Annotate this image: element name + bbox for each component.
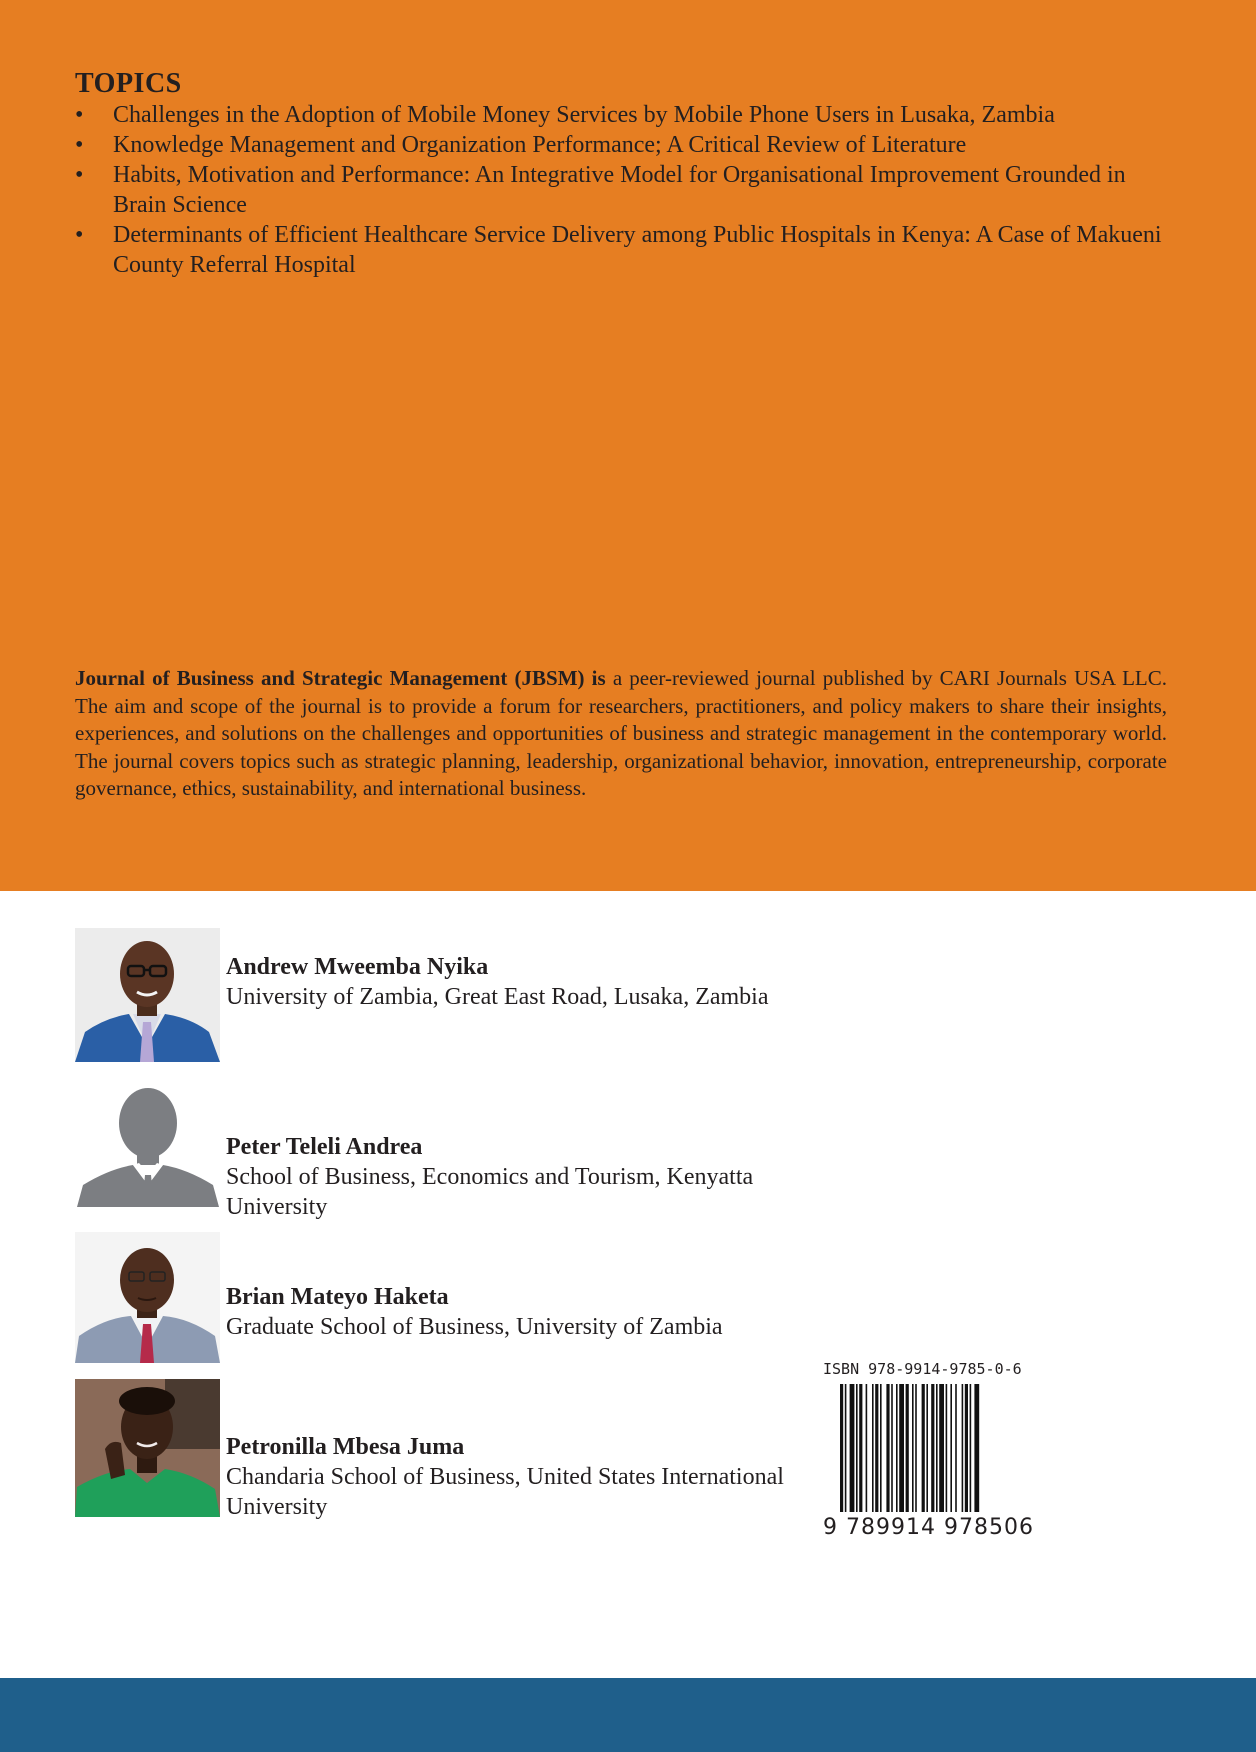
bullet-icon: •	[75, 102, 84, 128]
author-affiliation: School of Business, Economics and Tourism, Kenyatta University	[226, 1164, 754, 1220]
author-name: Petronilla Mbesa Juma	[226, 1434, 465, 1460]
author-affiliation: University of Zambia, Great East Road, Lusaka, Zambia	[226, 984, 769, 1010]
author-name: Brian Mateyo Haketa	[226, 1284, 449, 1310]
isbn-barcode	[820, 1360, 1040, 1540]
topic-text: Habits, Motivation and Performance: An Integrative Model for Organisational Improvement Grounded in Brain Science	[113, 162, 1126, 218]
barcode-digits: 9 789914 978506	[823, 1515, 1034, 1540]
author-affiliation: Graduate School of Business, University of Zambia	[226, 1314, 723, 1340]
isbn-label: ISBN 978-9914-9785-0-6	[823, 1360, 1022, 1378]
topic-item	[75, 100, 1170, 130]
topic-item	[75, 130, 1170, 160]
topic-item	[75, 160, 1170, 220]
journal-name: Journal of Business and Strategic Management (JBSM) is	[75, 666, 606, 690]
topics-heading: TOPICS	[75, 68, 182, 99]
topic-list	[75, 100, 1170, 280]
person-silhouette-icon	[75, 1087, 220, 1207]
man-portrait-photo-icon	[75, 1232, 220, 1363]
man-portrait-photo-icon	[75, 928, 220, 1062]
author-name: Andrew Mweemba Nyika	[226, 954, 489, 980]
topic-text: Challenges in the Adoption of Mobile Money Services by Mobile Phone Users in Lusaka, Zambia	[113, 102, 1055, 128]
author-photo-peter	[75, 1087, 220, 1207]
topic-item	[75, 220, 1170, 280]
blue-footer-band	[0, 1678, 1256, 1752]
bullet-icon: •	[75, 222, 84, 248]
author-photo-petronilla	[75, 1379, 220, 1517]
woman-portrait-photo-icon	[75, 1379, 220, 1517]
author-photo-brian	[75, 1232, 220, 1363]
author-name: Peter Teleli Andrea	[226, 1134, 423, 1160]
author-affiliation: Chandaria School of Business, United States International University	[226, 1464, 784, 1520]
topic-text: Knowledge Management and Organization Performance; A Critical Review of Literature	[113, 132, 967, 158]
barcode-bars-icon	[840, 1384, 1040, 1512]
author-photo-andrew	[75, 928, 220, 1062]
bullet-icon: •	[75, 162, 84, 188]
topic-text: Determinants of Efficient Healthcare Service Delivery among Public Hospitals in Kenya: A Case of Makueni County Referral Hospital	[113, 222, 1162, 278]
journal-description-text: a peer-reviewed journal published by CARI Journals USA LLC. The aim and scope of the journal is to provide a forum for researchers, practitioners, and policy makers to share their insights, experiences, and solutions on the challenges and opportunities of business and strategic management in the contemporary world. The journal covers topics such as strategic planning, leadership, organizational behavior, innovation, entrepreneurship, corporate governance, ethics, sustainability, and international business.	[75, 666, 1167, 800]
bullet-icon: •	[75, 132, 84, 158]
journal-description	[75, 665, 1167, 803]
